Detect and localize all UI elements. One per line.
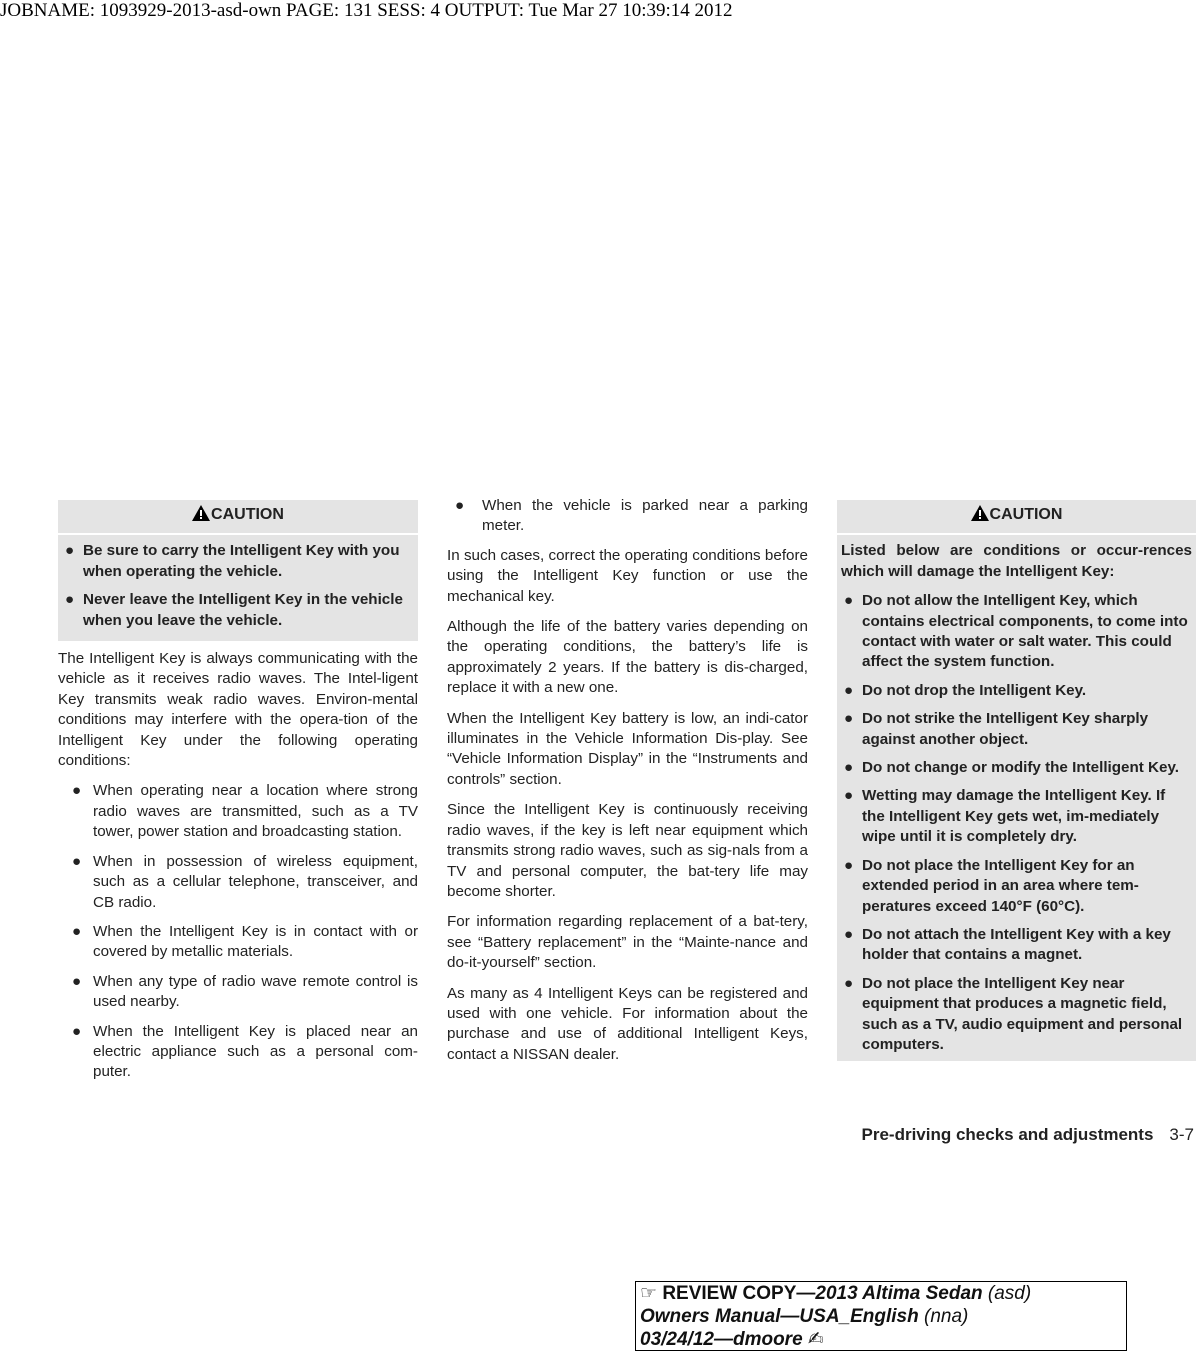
writing-hand-icon: ✍: [807, 1329, 824, 1350]
caution-item: ● Do not attach the Intelligent Key with a key holder that contains a magnet.: [844, 925, 1171, 964]
caution-item: ● Be sure to carry the Intelligent Key with you when operating the vehicle.: [65, 542, 400, 580]
caution-item: ● Do not change or modify the Intelligent Key.: [844, 759, 1179, 777]
paragraph: Since the Intelligent Key is continuously receiving radio waves, if the key is left near equipment which transmits strong radio waves, such as sig-nals from a TV and personal computer, the bat-tery life may become shorter.: [447, 801, 808, 900]
caution-item: ● Do not allow the Intelligent Key, which contains electrical components, to come into contact with water or salt water. This could affect the system function.: [844, 592, 1188, 671]
review-stamp: ☞ REVIEW COPY—2013 Altima Sedan (asd) Owners Manual—USA_English (nna) 03/24/12—dmoore ✍: [635, 1281, 1127, 1351]
page-footer: [862, 1125, 1195, 1145]
list-item: ● When the vehicle is parked near a parking meter.: [455, 497, 808, 535]
pointing-hand-icon: ☞: [640, 1283, 658, 1304]
intro-paragraph: The Intelligent Key is always communicating with the vehicle as it receives radio waves. The Intel-ligent Key transmits weak radio waves. Environ-mental conditions may interfere with the opera-tion of the Intelligent Key under the following operating conditions:: [58, 650, 418, 770]
paragraph: For information regarding replacement of a bat-tery, see “Battery replacement” in the “Mainte-nance and do-it-yourself” section.: [447, 913, 808, 972]
paragraph: As many as 4 Intelligent Keys can be registered and used with one vehicle. For information about the purchase and use of additional Intelligent Keys, contact a NISSAN dealer.: [447, 984, 808, 1063]
caution-item: ● Never leave the Intelligent Key in the vehicle when you leave the vehicle.: [65, 591, 403, 629]
caution-item: ● Do not place the Intelligent Key for an extended period in an area where tem-peratures exceed 140°F (60°C).: [844, 856, 1139, 915]
conditions-list-continued: [447, 496, 808, 537]
caution-box-1: [58, 500, 418, 641]
caution-item: ● Wetting may damage the Intelligent Key. If the Intelligent Key gets wet, im-mediately wipe until it is completely dry.: [844, 787, 1166, 846]
caution-title: CAUTION: [211, 506, 284, 523]
caution-header: [58, 500, 418, 535]
page-number: 3-7: [1169, 1125, 1194, 1144]
paragraph: When the Intelligent Key battery is low, an indi-cator illuminates in the Vehicle Information Dis-play. See “Vehicle Information Display” in the “Instruments and controls” section.: [447, 709, 808, 788]
caution-title: CAUTION: [989, 506, 1063, 523]
conditions-list: [58, 781, 418, 1082]
caution-box-2: [837, 500, 1196, 1061]
warning-triangle-icon: [971, 505, 989, 527]
list-item: ● When any type of radio wave remote control is used nearby.: [72, 972, 418, 1011]
list-item: ● When operating near a location where strong radio waves are transmitted, such as a TV tower, power station and broadcasting station.: [72, 782, 418, 841]
caution-item: ● Do not place the Intelligent Key near equipment that produces a magnetic field, such as a TV, audio equipment and personal computers.: [844, 974, 1183, 1053]
caution-header: [837, 500, 1196, 535]
paragraph: Although the life of the battery varies depending on the operating conditions, the battery’s life is approximately 2 years. If the battery is dis-charged, replace it with a new one.: [447, 618, 808, 697]
warning-triangle-icon: [192, 505, 210, 527]
section-title: Pre-driving checks and adjustments: [861, 1125, 1154, 1144]
column-left: [58, 500, 418, 1092]
caution-item: ● Do not drop the Intelligent Key.: [844, 681, 1087, 699]
list-item: ● When the Intelligent Key is placed near an electric appliance such as a personal com-puter.: [72, 1022, 418, 1081]
paragraph: In such cases, correct the operating conditions before using the Intelligent Key function or use the mechanical key.: [447, 546, 808, 605]
column-right: [837, 500, 1196, 1061]
column-middle: [447, 496, 808, 1075]
list-item: ● When the Intelligent Key is in contact with or covered by metallic materials.: [72, 922, 418, 961]
caution-intro: Listed below are conditions or occur-rences which will damage the Intelligent Key:: [841, 542, 1192, 580]
list-item: ● When in possession of wireless equipment, such as a cellular telephone, transceiver, and CB radio.: [72, 852, 418, 911]
caution-item: ● Do not strike the Intelligent Key sharply against another object.: [844, 710, 1149, 748]
job-header: JOBNAME: 1093929-2013-asd-own PAGE: 131 SESS: 4 OUTPUT: Tue Mar 27 10:39:14 2012: [0, 0, 733, 21]
